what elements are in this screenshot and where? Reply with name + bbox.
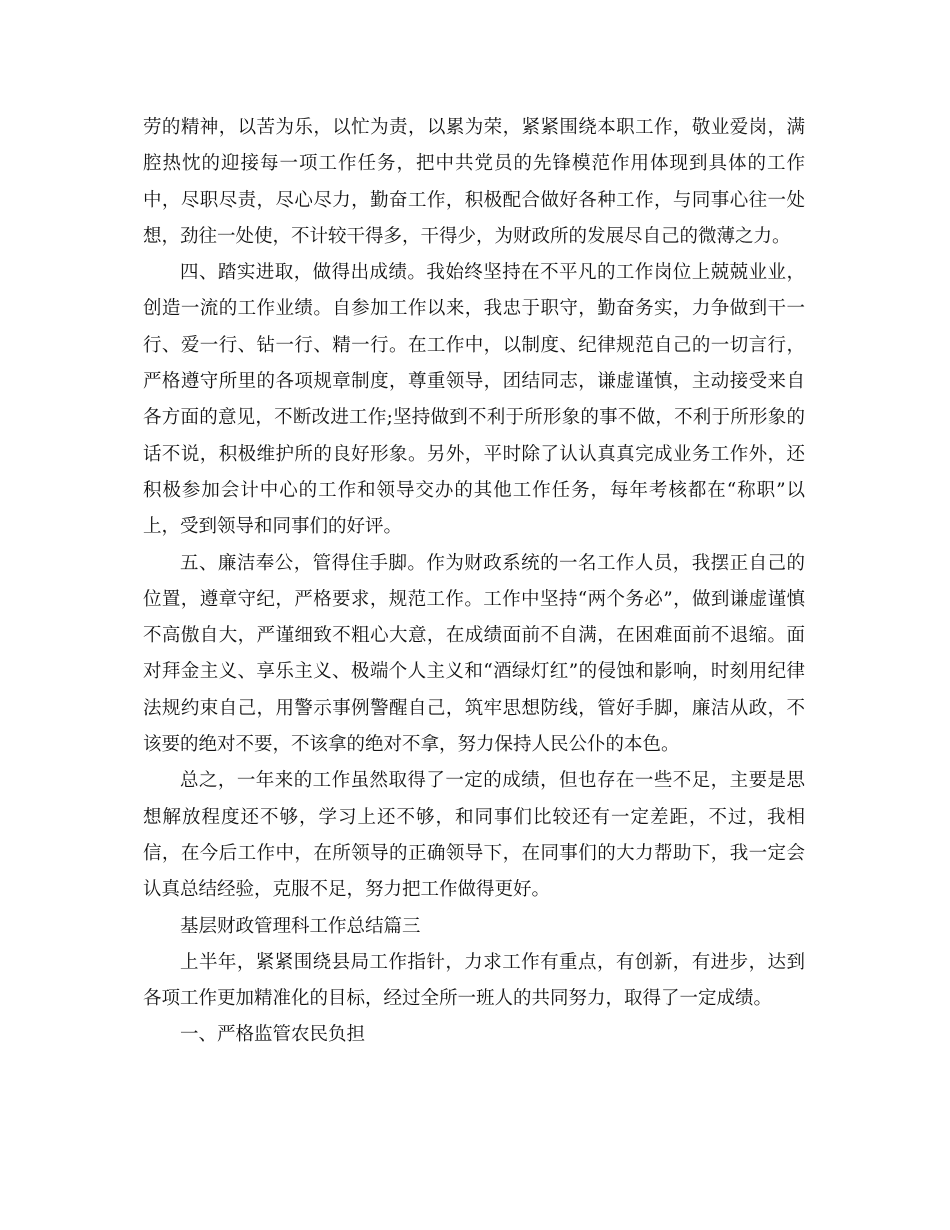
paragraph-summary: 总之，一年来的工作虽然取得了一定的成绩，但也存在一些不足，主要是思想解放程度还不够，学习上还不够，和同事们比较还有一定差距，不过，我相信，在今后工作中，在所领导的正确领导下，在同事们的大力帮助下，我一定会认真总结经验，克服不足，努力把工作做得更好。 bbox=[143, 770, 805, 901]
section-heading: 基层财政管理科工作总结篇三 bbox=[180, 915, 421, 937]
paragraph-intro: 上半年，紧紧围绕县局工作指针，力求工作有重点，有创新，有进步，达到各项工作更加精准化的目标，经过全所一班人的共同努力，取得了一定成绩。 bbox=[143, 951, 805, 1010]
paragraph-continuation: 劳的精神，以苦为乐，以忙为责，以累为荣，紧紧围绕本职工作，敬业爱岗，满腔热忱的迎接每一项工作任务，把中共党员的先锋模范作用体现到具体的工作中，尽职尽责，尽心尽力，勤奋工作，积极配合做好各种工作，与同事心往一处想，劲往一处使，不计较干得多，干得少，为财政所的发展尽自己的微薄之力。 bbox=[143, 117, 805, 247]
document-body bbox=[143, 110, 805, 1054]
paragraph-section-five: 五、廉洁奉公，管得住手脚。作为财政系统的一名工作人员，我摆正自己的位置，遵章守纪，严格要求，规范工作。工作中坚持“两个务必”，做到谦虚谨慎不高傲自大，严谨细致不粗心大意，在成绩面前不自满，在困难面前不退缩。面对拜金主义、享乐主义、极端个人主义和“酒绿灯红”的侵蚀和影响，时刻用纪律法规约束自己，用警示事例警醒自己，筑牢思想防线，管好手脚，廉洁从政，不该要的绝对不要，不该拿的绝对不拿，努力保持人民公仆的本色。 bbox=[143, 552, 805, 756]
subsection-heading: 一、严格监管农民负担 bbox=[180, 1024, 366, 1046]
paragraph-section-four: 四、踏实进取，做得出成绩。我始终坚持在不平凡的工作岗位上兢兢业业，创造一流的工作业绩。自参加工作以来，我忠于职守，勤奋务实，力争做到干一行、爱一行、钻一行、精一行。在工作中，以制度、纪律规范自己的一切言行，严格遵守所里的各项规章制度，尊重领导，团结同志，谦虚谨慎，主动接受来自各方面的意见，不断改进工作;坚持做到不利于所形象的事不做，不利于所形象的话不说，积极维护所的良好形象。另外，平时除了认认真真完成业务工作外，还积极参加会计中心的工作和领导交办的其他工作任务，每年考核都在“称职”以上，受到领导和同事们的好评。 bbox=[143, 262, 805, 538]
